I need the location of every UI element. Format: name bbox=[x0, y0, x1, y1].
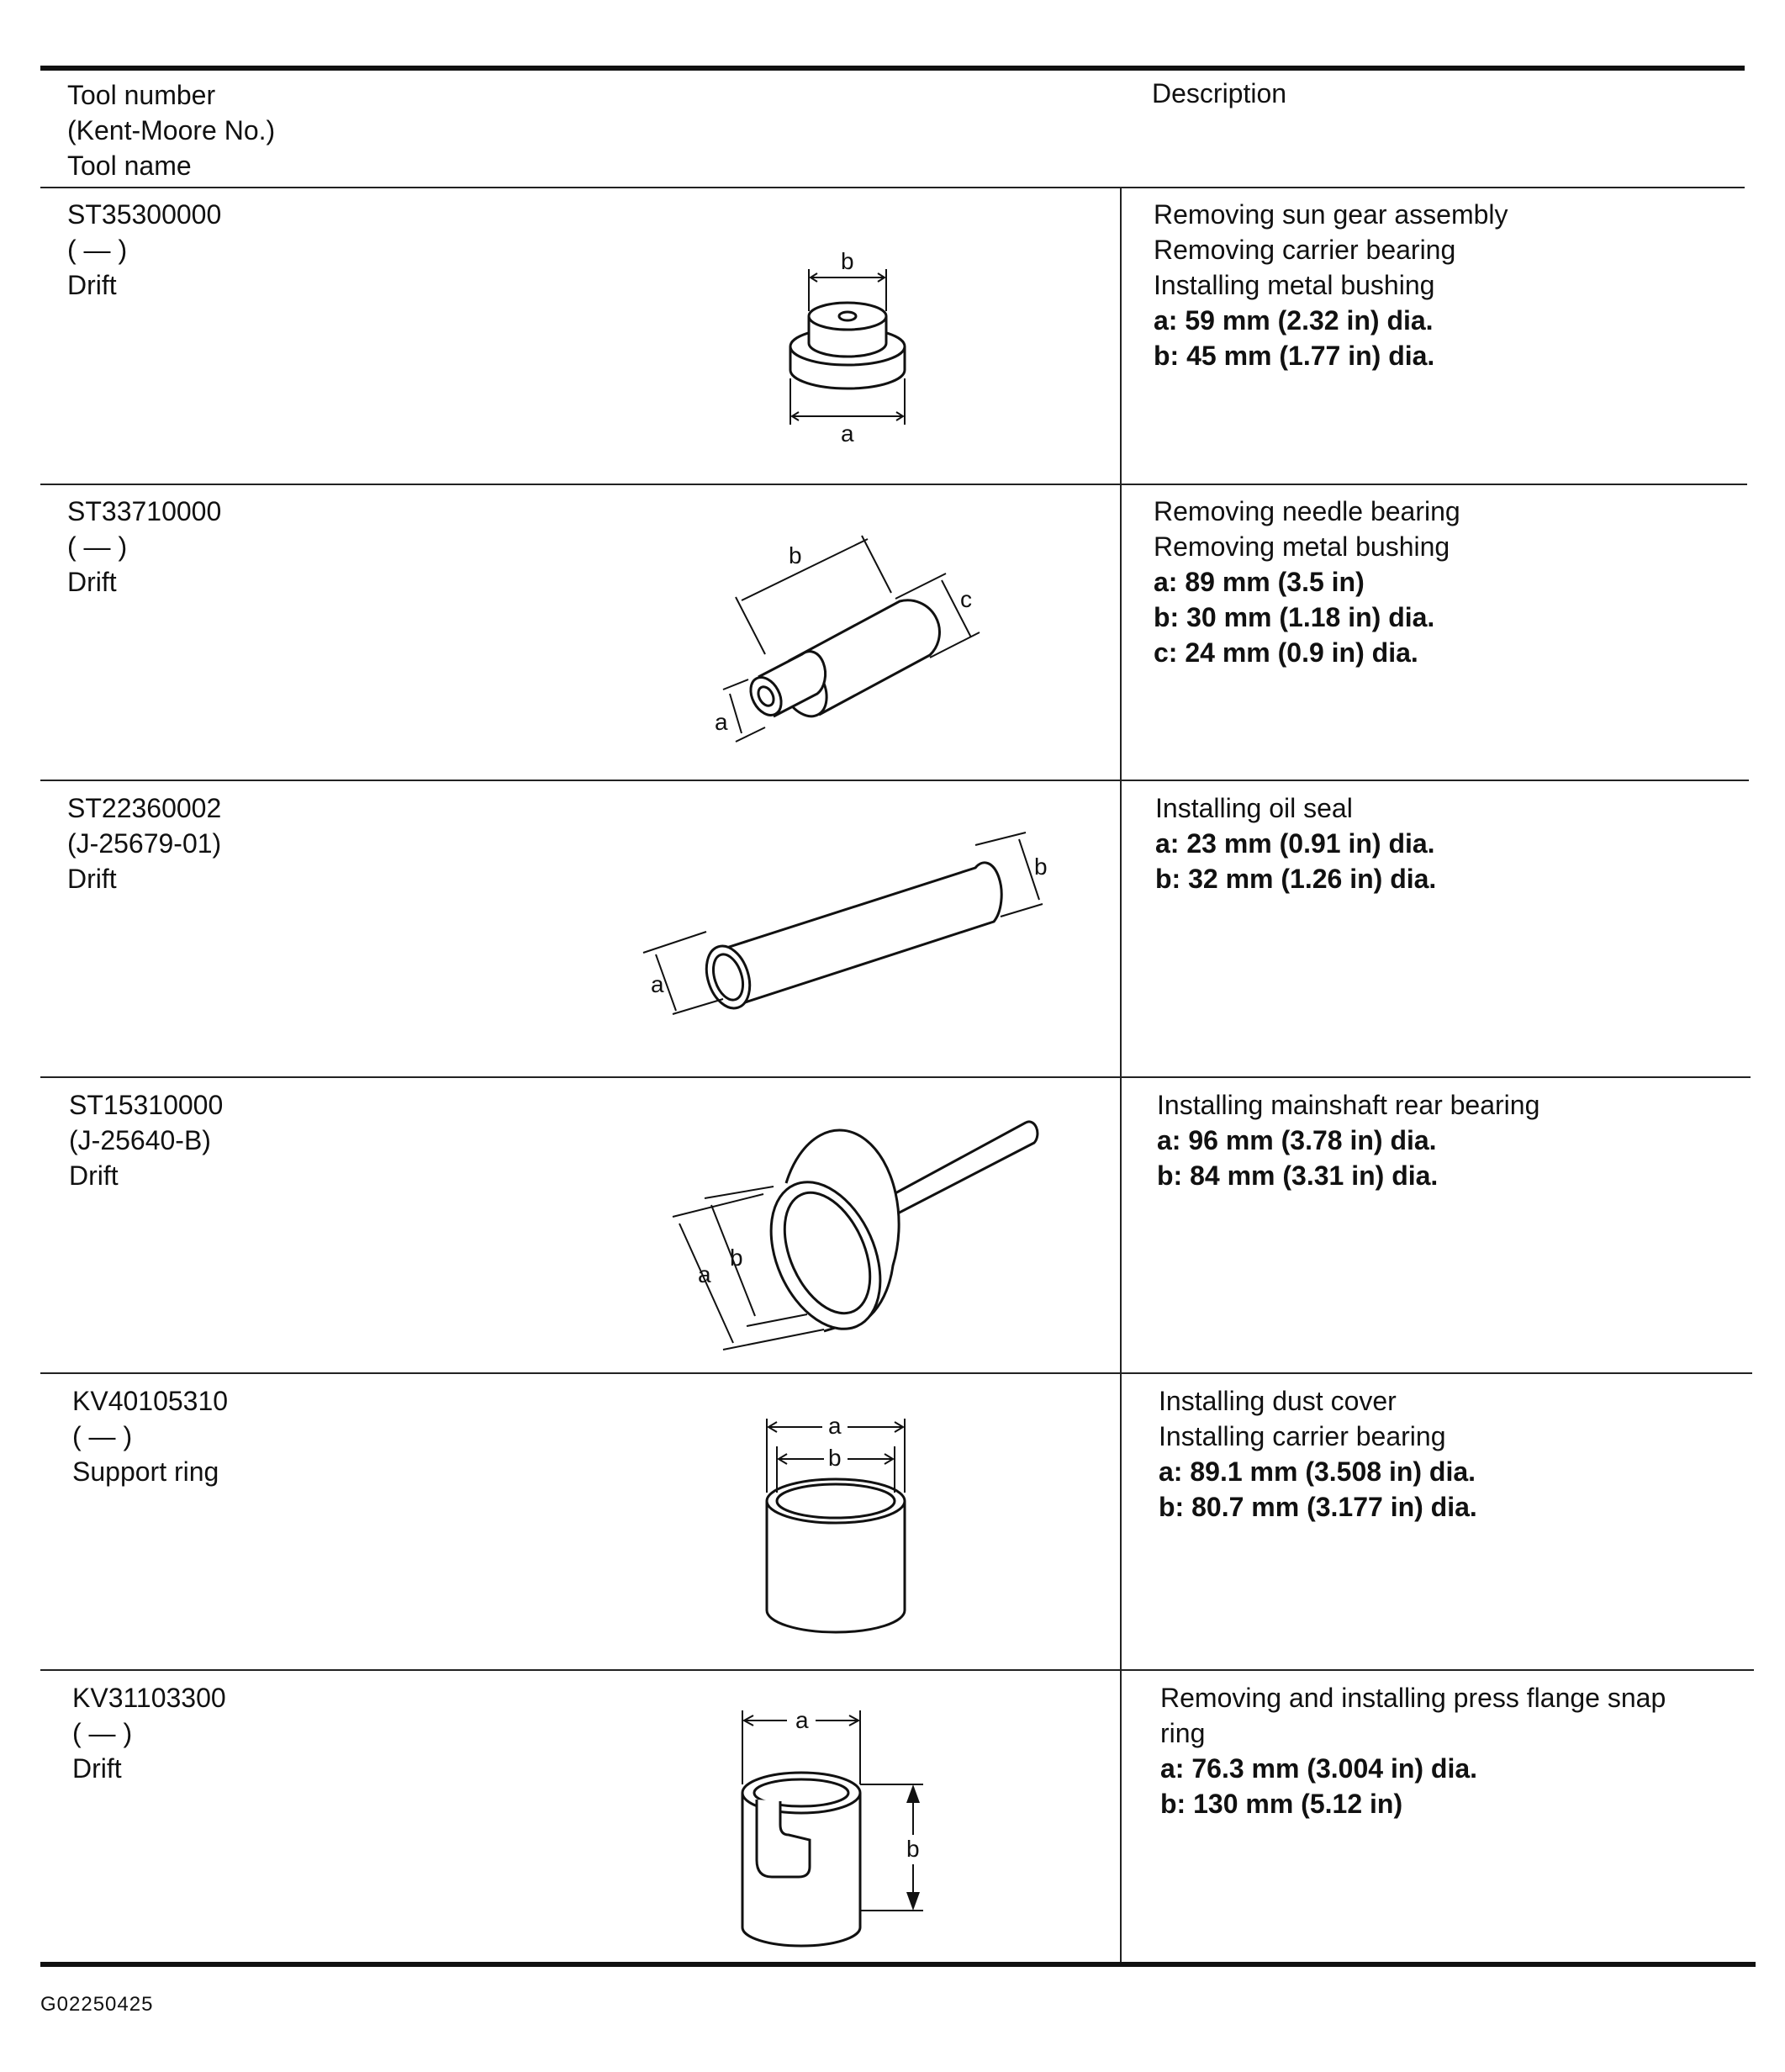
drift-ring-handle-illustration bbox=[664, 1106, 1051, 1358]
tool-dimension: b: 45 mm (1.77 in) dia. bbox=[1154, 341, 1435, 371]
header-tool-number: Tool number bbox=[67, 80, 216, 110]
tool-number: ST33710000 bbox=[67, 496, 222, 526]
dimension-label-a: a bbox=[651, 971, 664, 997]
dimension-label-b: b bbox=[730, 1245, 743, 1271]
tool-row-3-id bbox=[67, 790, 221, 896]
tool-dimension: b: 80.7 mm (3.177 in) dia. bbox=[1159, 1492, 1477, 1522]
figure-code: G02250425 bbox=[40, 1993, 154, 2016]
drift-stepped-shaft-illustration bbox=[689, 521, 1009, 765]
header-tool-column bbox=[67, 77, 275, 183]
tool-row-3-description bbox=[1155, 790, 1727, 896]
tool-number: ST15310000 bbox=[69, 1090, 224, 1120]
dimension-label-b: b bbox=[828, 1445, 842, 1471]
tool-use: Removing needle bearing bbox=[1154, 496, 1460, 526]
dimension-label-a: a bbox=[828, 1413, 842, 1439]
table-top-rule bbox=[40, 66, 1745, 71]
dimension-label-a: a bbox=[841, 420, 854, 447]
tool-row-4-description bbox=[1157, 1087, 1729, 1193]
tool-dimension: a: 23 mm (0.91 in) dia. bbox=[1155, 828, 1435, 859]
tool-kent-moore: ( — ) bbox=[67, 235, 128, 265]
tool-number: KV31103300 bbox=[72, 1683, 226, 1713]
tool-row-1-id bbox=[67, 197, 221, 303]
tool-dimension: a: 89.1 mm (3.508 in) dia. bbox=[1159, 1456, 1476, 1487]
tool-dimension: c: 24 mm (0.9 in) dia. bbox=[1154, 637, 1418, 668]
tool-use: Removing metal bushing bbox=[1154, 531, 1450, 562]
dimension-label-b: b bbox=[789, 542, 802, 568]
tool-row-2-description bbox=[1154, 494, 1725, 670]
tool-name: Drift bbox=[72, 1753, 122, 1784]
tool-row-6-description bbox=[1160, 1680, 1715, 1821]
header-bottom-rule bbox=[40, 187, 1745, 188]
tool-kent-moore: ( — ) bbox=[72, 1718, 133, 1748]
dimension-label-a: a bbox=[715, 709, 728, 735]
dimension-label-b: b bbox=[906, 1836, 920, 1862]
tool-row-6-id bbox=[72, 1680, 226, 1786]
tool-row-5-id bbox=[72, 1383, 228, 1489]
tool-kent-moore: (J-25679-01) bbox=[67, 828, 222, 859]
tool-use: Removing sun gear assembly bbox=[1154, 199, 1508, 230]
tool-row-2-id bbox=[67, 494, 221, 600]
tool-dimension: b: 130 mm (5.12 in) bbox=[1160, 1789, 1403, 1819]
tool-use: Installing oil seal bbox=[1155, 793, 1353, 823]
header-kent-moore: (Kent-Moore No.) bbox=[67, 115, 276, 145]
drift-ring-handle-figure bbox=[664, 1106, 1051, 1358]
tool-use: Installing metal bushing bbox=[1154, 270, 1435, 300]
tool-dimension: b: 32 mm (1.26 in) dia. bbox=[1155, 864, 1437, 894]
table-bottom-rule bbox=[40, 1962, 1756, 1967]
tool-dimension: a: 59 mm (2.32 in) dia. bbox=[1154, 305, 1434, 336]
column-divider bbox=[1120, 187, 1122, 1962]
dimension-label-a: a bbox=[698, 1261, 711, 1287]
row-rule-5 bbox=[40, 1669, 1754, 1671]
tool-use: Removing carrier bearing bbox=[1154, 235, 1456, 265]
tool-dimension: a: 89 mm (3.5 in) bbox=[1154, 567, 1365, 597]
drift-long-tube-illustration bbox=[639, 832, 1076, 1034]
tool-name: Drift bbox=[67, 567, 117, 597]
tool-number: ST22360002 bbox=[67, 793, 222, 823]
dimension-label-c: c bbox=[960, 586, 972, 612]
tool-number: ST35300000 bbox=[67, 199, 222, 230]
support-ring-illustration bbox=[757, 1409, 916, 1652]
tool-kent-moore: ( — ) bbox=[72, 1421, 133, 1451]
tool-name: Support ring bbox=[72, 1456, 219, 1487]
dimension-label-a: a bbox=[795, 1707, 809, 1733]
tool-use: Installing dust cover bbox=[1159, 1386, 1397, 1416]
header-tool-name: Tool name bbox=[67, 151, 192, 181]
drift-long-tube-figure bbox=[639, 832, 1076, 1034]
dimension-label-b: b bbox=[841, 248, 854, 274]
tool-name: Drift bbox=[67, 864, 117, 894]
tool-use: Removing and installing press flange snap ring bbox=[1160, 1683, 1666, 1748]
tool-dimension: b: 84 mm (3.31 in) dia. bbox=[1157, 1160, 1439, 1191]
support-ring-figure bbox=[757, 1409, 916, 1652]
drift-stepped-disc-illustration bbox=[774, 244, 942, 446]
row-rule-4 bbox=[40, 1372, 1752, 1374]
drift-stepped-shaft-figure bbox=[689, 521, 1009, 765]
dimension-label-b: b bbox=[1034, 854, 1048, 880]
header-description: Description bbox=[1152, 78, 1287, 108]
tool-row-4-id bbox=[69, 1087, 223, 1193]
tool-number: KV40105310 bbox=[72, 1386, 229, 1416]
tool-dimension: b: 30 mm (1.18 in) dia. bbox=[1154, 602, 1435, 632]
tool-use: Installing mainshaft rear bearing bbox=[1157, 1090, 1540, 1120]
tool-name: Drift bbox=[69, 1160, 119, 1191]
drift-slotted-cup-figure bbox=[730, 1700, 932, 1961]
tool-kent-moore: ( — ) bbox=[67, 531, 128, 562]
row-rule-2 bbox=[40, 780, 1749, 781]
tool-name: Drift bbox=[67, 270, 117, 300]
tool-kent-moore: (J-25640-B) bbox=[69, 1125, 211, 1155]
row-rule-3 bbox=[40, 1076, 1751, 1078]
tool-row-5-description bbox=[1159, 1383, 1730, 1525]
tool-use: Installing carrier bearing bbox=[1159, 1421, 1446, 1451]
row-rule-1 bbox=[40, 484, 1747, 485]
drift-slotted-cup-illustration bbox=[730, 1700, 932, 1961]
tool-dimension: a: 96 mm (3.78 in) dia. bbox=[1157, 1125, 1437, 1155]
tool-row-1-description bbox=[1154, 197, 1725, 373]
drift-stepped-disc-figure bbox=[774, 244, 942, 446]
tool-dimension: a: 76.3 mm (3.004 in) dia. bbox=[1160, 1753, 1478, 1784]
